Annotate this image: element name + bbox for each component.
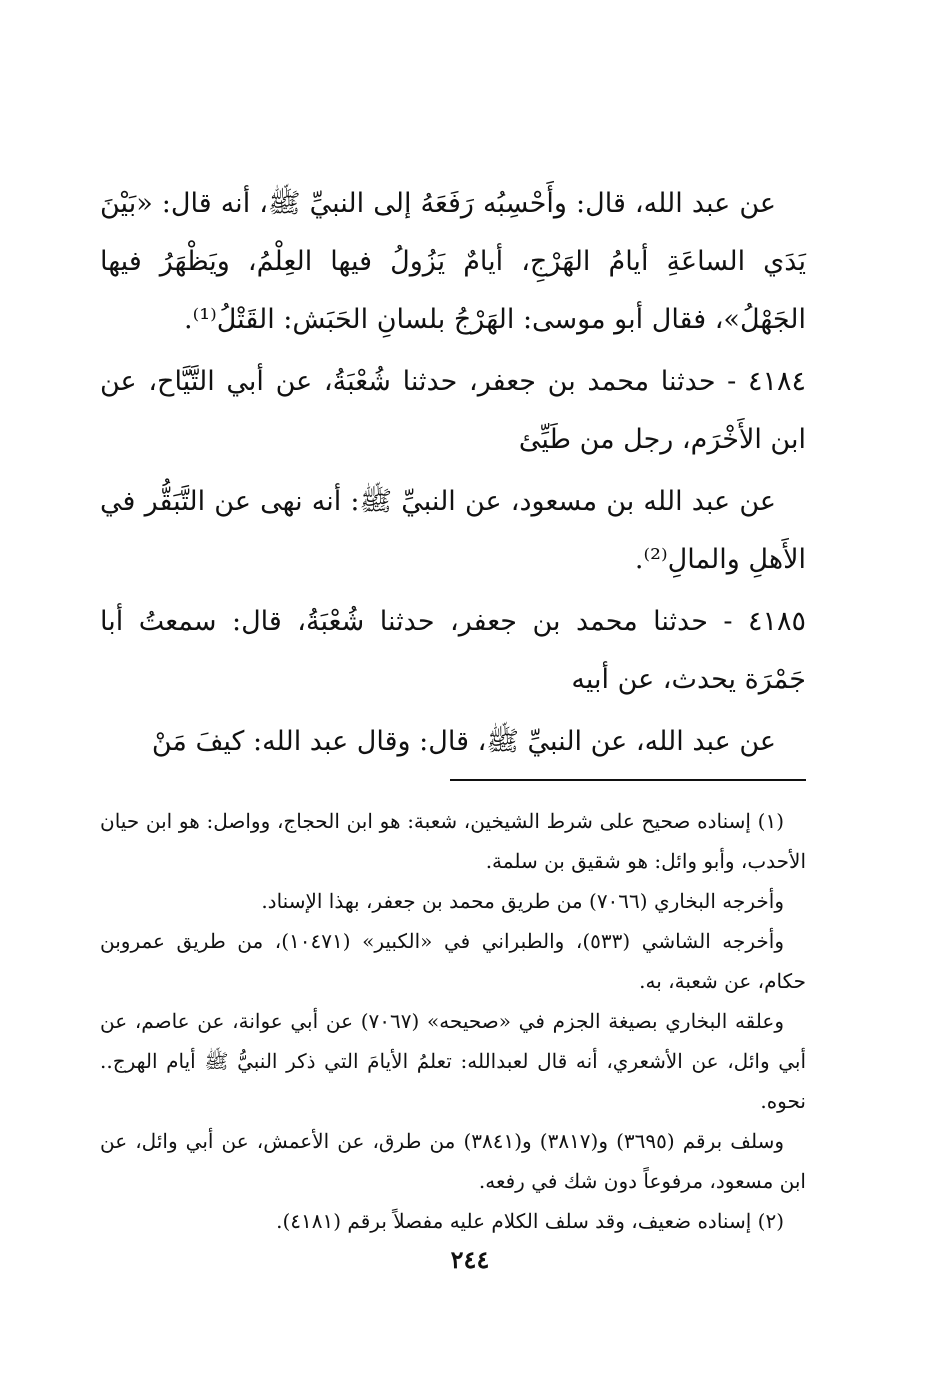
page-body [100,175,806,1241]
hadith-text-4184: عن عبد الله بن مسعود، عن النبيِّ ﷺ: أنه نهى عن التَّبَقُّر في الأَهلِ والمالِ⁽²⁾. [100,486,806,575]
footnote-1-takhrij-bukhari: وأخرجه البخاري (٧٠٦٦) من طريق محمد بن جعفر، بهذا الإسناد. [261,889,784,913]
footnote-1-salaf: وسلف برقم (٣٦٩٥) و(٣٨١٧) و(٣٨٤١) من طرق، عن الأعمش، عن أبي وائل، عن ابن مسعود، مرفوعاً دون شك في رفعه. [100,1129,806,1193]
footnote-1: (١) إسناده صحيح على شرط الشيخين، شعبة: هو ابن الحجاج، وواصل: هو ابن حيان الأحدب، وأبو وائل: هو شقيق بن سلمة. [100,809,806,873]
footnote-1-takhrij-shashi: وأخرجه الشاشي (٥٣٣)، والطبراني في «الكبير» (١٠٤٧١)، من طريق عمروبن حكام، عن شعبة، به. [100,929,806,993]
main-text [100,175,806,771]
footnote-2: (٢) إسناده ضعيف، وقد سلف الكلام عليه مفصلاً برقم (٤١٨١). [276,1209,784,1233]
hadith-isnad-4184: ٤١٨٤ - حدثنا محمد بن جعفر، حدثنا شُعْبَةُ، عن أبي التَّيَّاح، عن ابن الأَخْرَم، رجل من طَيِّئ [100,366,806,455]
footnote-divider [450,779,806,781]
hadith-text: عن عبد الله، قال: وأَحْسِبُه رَفَعَهُ إلى النبيِّ ﷺ، أنه قال: «بَيْنَ يَدَي الساعَةِ أيامُ الهَرْجِ، أيامٌ يَزُولُ فيها العِلْمُ، ويَظْهَرُ فيها الجَهْلُ»، فقال أبو موسى: الهَرْجُ بلسانِ الحَبَش: القَتْلُ⁽¹⁾. [100,188,806,335]
hadith-text-4185: عن عبد الله، عن النبيِّ ﷺ، قال: وقال عبد الله: كيفَ مَنْ [151,726,776,757]
page-number: ٢٤٤ [450,1245,490,1274]
footnote-1-taliq: وعلقه البخاري بصيغة الجزم في «صحيحه» (٧٠٦٧) عن أبي عوانة، عن عاصم، عن أبي وائل، عن الأشعري، أنه قال لعبدالله: تعلمُ الأيامَ التي ذكر النبيُّ ﷺ أيام الهرج.. نحوه. [100,1009,806,1113]
footnotes [100,801,806,1241]
hadith-isnad-4185: ٤١٨٥ - حدثنا محمد بن جعفر، حدثنا شُعْبَةُ، قال: سمعتُ أبا جَمْرَة يحدث، عن أبيه [100,606,806,695]
